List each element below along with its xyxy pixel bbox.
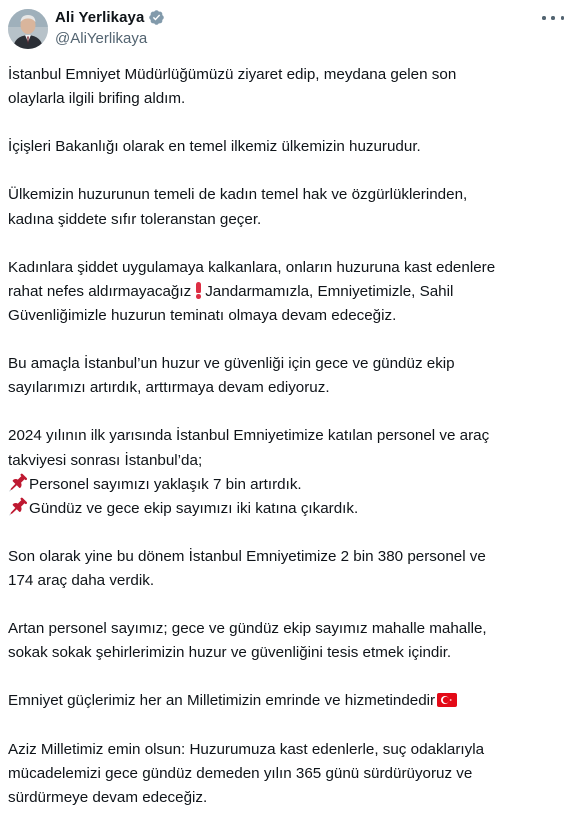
- text-line: Bu amaçla İstanbul’un huzur ve güvenliği için gece ve gündüz ekip: [8, 355, 455, 373]
- text-segment: Gündüz ve gece ekip sayımızı iki katına çıkardık.: [29, 499, 359, 517]
- tweet-paragraph: [8, 352, 570, 400]
- text-line: [8, 689, 570, 713]
- text-segment: Jandarmamızla, Emniyetimizle, Sahil: [205, 282, 454, 300]
- text-line: kadına şiddete sıfır toleranstan geçer.: [8, 210, 262, 228]
- author-name-row: [55, 9, 165, 26]
- avatar[interactable]: [8, 9, 48, 49]
- tweet-paragraph: [8, 738, 570, 810]
- tweet-paragraph: [8, 545, 570, 593]
- text-line: sayılarımızı artırdık, arttırmaya devam ediyoruz.: [8, 379, 330, 397]
- text-line: 2024 yılının ilk yarısında İstanbul Emniyetimize katılan personel ve araç: [8, 427, 490, 445]
- text-line: Artan personel sayımız; gece ve gündüz ekip sayımız mahalle mahalle,: [8, 620, 487, 638]
- text-segment: rahat nefes aldırmayacağız: [8, 282, 192, 300]
- text-line: Aziz Milletimiz emin olsun: Huzurumuza kast edenlerle, suç odaklarıyla: [8, 740, 485, 758]
- tweet-paragraph: [8, 424, 570, 520]
- text-line: sürdürmeye devam edeceğiz.: [8, 788, 208, 806]
- text-line: sokak sokak şehirlerimizin huzur ve güvenliğini tesis etmek içindir.: [8, 644, 452, 662]
- text-line: İstanbul Emniyet Müdürlüğümüzü ziyaret edip, meydana gelen son: [8, 66, 457, 83]
- more-options-icon[interactable]: [542, 8, 564, 28]
- turkey-flag-emoji: [437, 693, 457, 707]
- more-dot: [561, 16, 565, 20]
- text-line: Son olarak yine bu dönem İstanbul Emniyetimize 2 bin 380 personel ve: [8, 547, 486, 565]
- text-segment: Personel sayımızı yaklaşık 7 bin artırdık.: [29, 475, 302, 493]
- tweet-paragraph: [8, 689, 570, 713]
- more-dot: [542, 16, 546, 20]
- tweet-paragraph: [8, 63, 570, 111]
- red-exclamation-emoji: [195, 282, 202, 299]
- text-line: Kadınlara şiddet uygulamaya kalkanlara, onların huzuruna kast edenlere: [8, 258, 496, 276]
- text-line: [8, 280, 570, 304]
- more-dot: [551, 16, 555, 20]
- tweet-paragraph: [8, 183, 570, 231]
- text-line: [8, 497, 570, 521]
- tweet-paragraph: [8, 135, 570, 159]
- text-line: Ülkemizin huzurunun temeli de kadın temel hak ve özgürlüklerinden,: [8, 186, 468, 204]
- verified-badge-icon[interactable]: [148, 9, 165, 26]
- text-line: olaylarla ilgili brifing aldım.: [8, 90, 186, 108]
- text-line: Güvenliğimizle huzurun teminatı olmaya devam edeceğiz.: [8, 306, 397, 324]
- author-handle[interactable]: @AliYerlikaya: [55, 30, 148, 47]
- author-display-name[interactable]: Ali Yerlikaya: [55, 9, 145, 26]
- text-line: 174 araç daha verdik.: [8, 571, 155, 589]
- pushpin-emoji: [8, 497, 28, 517]
- tweet-paragraph: [8, 256, 570, 328]
- text-line: [8, 473, 570, 497]
- tweet-header: [0, 0, 578, 60]
- text-segment: Emniyet güçlerimiz her an Milletimizin emrinde ve hizmetindedir: [8, 692, 436, 710]
- tweet-paragraph: [8, 617, 570, 665]
- pushpin-emoji: [8, 473, 28, 493]
- text-line: takviyesi sonrası İstanbul’da;: [8, 451, 203, 469]
- tweet-text: [8, 63, 570, 810]
- text-line: mücadelemizi gece gündüz demeden yılın 365 günü sürdürüyoruz ve: [8, 764, 473, 782]
- text-line: İçişleri Bakanlığı olarak en temel ilkemiz ülkemizin huzurudur.: [8, 138, 421, 156]
